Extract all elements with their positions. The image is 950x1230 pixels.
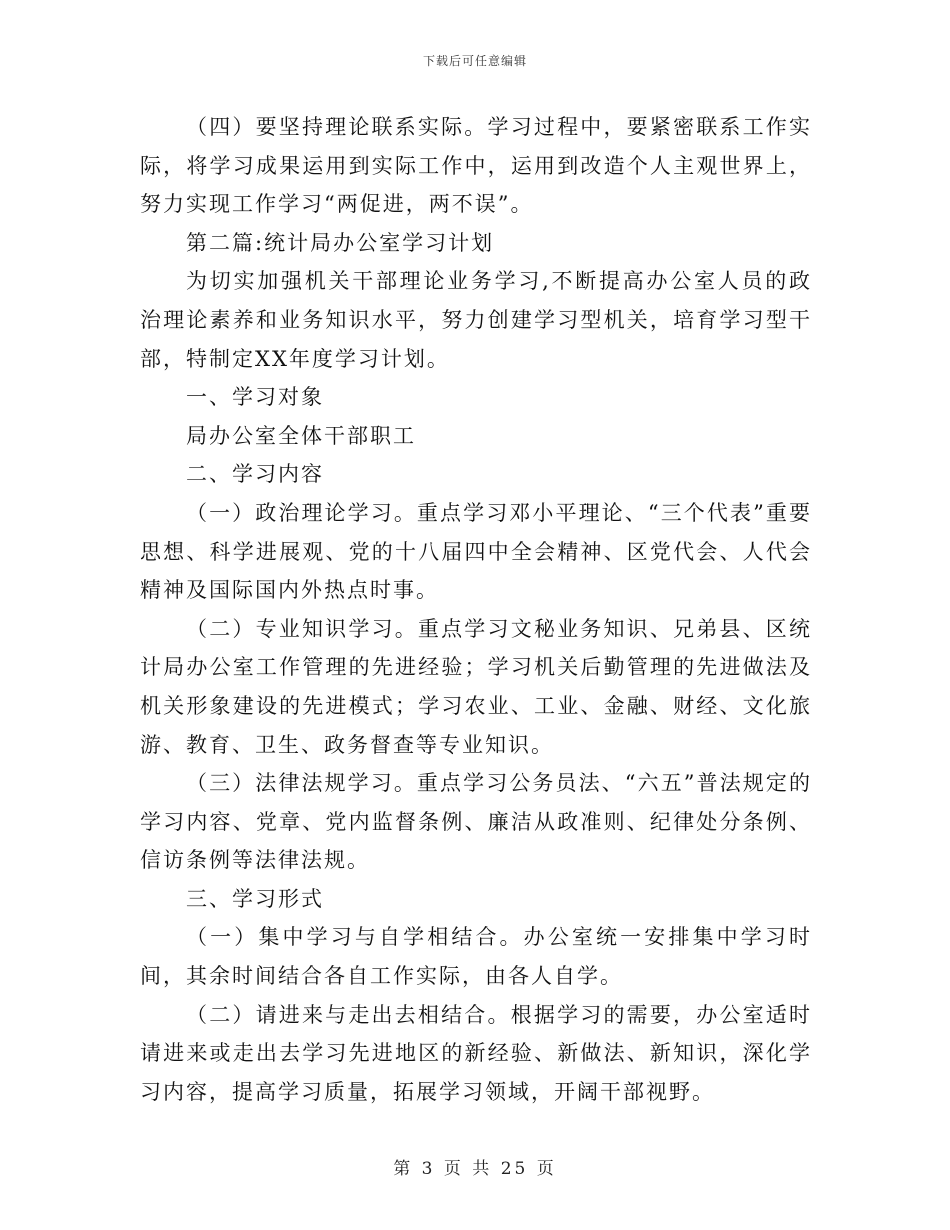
document-body (140, 108, 812, 1111)
paragraph-study-target: 局办公室全体干部职工 (186, 423, 416, 448)
heading-study-content: 二、学习内容 (186, 462, 324, 487)
heading-study-target: 一、学习对象 (186, 385, 324, 410)
paragraph-centralized-self-study: （一）集中学习与自学相结合。办公室统一安排集中学习时间，其余时间结合各自工作实际，由各人自学。 (140, 925, 812, 989)
paragraph-principle-four: （四）要坚持理论联系实际。学习过程中，要紧密联系工作实际，将学习成果运用到实际工作中，运用到改造个人主观世界上，努力实现工作学习“两促进，两不误”。 (140, 115, 812, 217)
page-header: 下载后可任意编辑 (422, 54, 527, 68)
paragraph-professional-knowledge: （二）专业知识学习。重点学习文秘业务知识、兄弟县、区统计局办公室工作管理的先进经验；学习机关后勤管理的先进做法及机关形象建设的先进模式；学习农业、工业、金融、财经、文化旅游、教育、卫生、政务督查等专业知识。 (140, 616, 812, 757)
paragraph-political-theory: （一）政治理论学习。重点学习邓小平理论、“三个代表”重要思想、科学进展观、党的十八届四中全会精神、区党代会、人代会精神及国际国内外热点时事。 (140, 500, 812, 603)
paragraph-laws-regulations: （三）法律法规学习。重点学习公务员法、“六五”普法规定的学习内容、党章、党内监督条例、廉洁从政准则、纪律处分条例、信访条例等法律法规。 (140, 771, 812, 873)
heading-study-form: 三、学习形式 (186, 886, 324, 911)
paragraph-intro: 为切实加强机关干部理论业务学习,不断提高办公室人员的政治理论素养和业务知识水平，努力创建学习型机关，培育学习型干部，特制定XX年度学习计划。 (140, 269, 812, 371)
section-title-part-two: 第二篇:统计局办公室学习计划 (186, 230, 495, 255)
page-number-footer: 第 3 页 共 25 页 (393, 1159, 557, 1179)
paragraph-invite-go-out: （二）请进来与走出去相结合。根据学习的需要，办公室适时请进来或走出去学习先进地区的新经验、新做法、新知识，深化学习内容，提高学习质量，拓展学习领域，开阔干部视野。 (140, 1002, 812, 1104)
